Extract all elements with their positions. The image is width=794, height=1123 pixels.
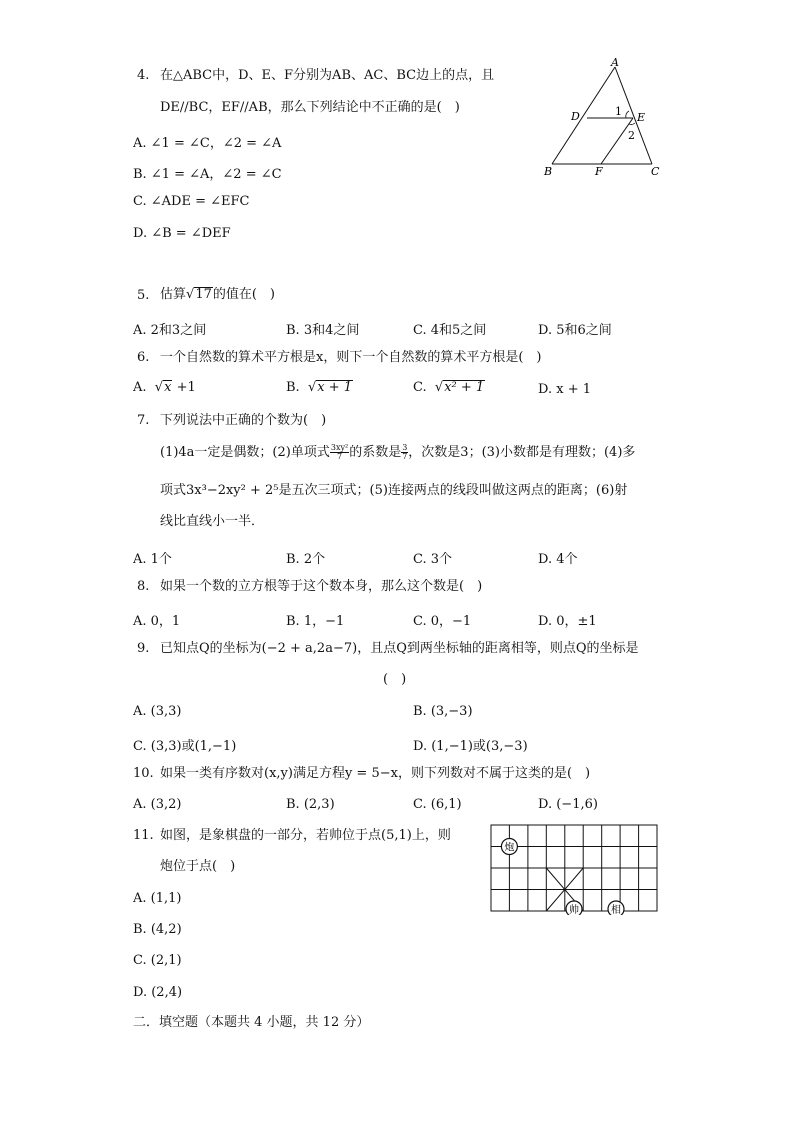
triangle-figure	[535, 55, 670, 185]
q11-stem-line2: 炮位于点( )	[160, 859, 236, 874]
angle-1-label: 1	[615, 105, 622, 118]
q6-option-a: A. √x +1	[133, 380, 196, 395]
q7-number: 7.	[137, 413, 150, 428]
q4-stem-line2: DE//BC，EF//AB，那么下列结论中不正确的是( )	[160, 100, 460, 115]
vertex-a-label: A	[611, 56, 619, 69]
vertex-f-label: F	[595, 165, 603, 178]
q11-option-b: B. (4,2)	[133, 922, 182, 937]
svg-text:炮: 炮	[504, 842, 515, 854]
q4-option-b: B. ∠1 = ∠A，∠2 = ∠C	[133, 167, 282, 182]
q11-stem-line1: 如图，是象棋盘的一部分，若帅位于点(5,1)上，则	[160, 828, 451, 843]
q4-option-a: A. ∠1 = ∠C，∠2 = ∠A	[133, 136, 282, 151]
q6-option-d: D. x + 1	[538, 382, 591, 397]
q10-stem: 如果一类有序数对(x,y)满足方程y = 5−x，则下列数对不属于这类的是( )	[160, 766, 591, 781]
chessboard-figure	[488, 823, 660, 915]
shuai-piece	[566, 901, 582, 915]
fraction-3xy2-over-7: $\frac{\text{3xy²}}{7}$	[330, 443, 349, 461]
q9-number: 9.	[137, 641, 150, 656]
q9-stem: 已知点Q的坐标为(−2 + a,2a−7)，且点Q到两坐标轴的距离相等，则点Q的坐标是	[160, 641, 639, 656]
q11-option-d: D. (2,4)	[133, 985, 183, 1000]
q4-number: 4.	[137, 68, 150, 83]
q10-option-c: C. (6,1)	[413, 797, 462, 812]
q9-option-d: D. (1,−1)或(3,−3)	[413, 739, 528, 754]
q4-stem-line1: 在△ABC中，D、E、F分别为AB、AC、BC边上的点，且	[160, 68, 495, 83]
q11-option-c: C. (2,1)	[133, 953, 182, 968]
q8-option-c: C. 0，−1	[413, 614, 472, 629]
q8-option-d: D. 0，±1	[538, 614, 597, 629]
vertex-c-label: C	[651, 165, 660, 178]
q7-statement-line2: 项式3x³−2xy² + 2⁵是五次三项式；(5)连接两点的线段叫做这两点的距离；(6)射	[160, 483, 628, 498]
q11-option-a: A. (1,1)	[133, 891, 182, 906]
q10-option-b: B. (2,3)	[286, 797, 335, 812]
q5-option-c: C. 4和5之间	[413, 323, 487, 338]
q6-number: 6.	[137, 350, 150, 365]
q6-option-c: C. √x² + 1	[413, 380, 485, 395]
q11-number: 11.	[133, 828, 154, 843]
q4-option-c: C. ∠ADE = ∠EFC	[133, 194, 250, 209]
q9-option-c: C. (3,3)或(1,−1)	[133, 739, 237, 754]
q6-stem: 一个自然数的算术平方根是x，则下一个自然数的算术平方根是( )	[160, 350, 542, 365]
q6-option-b: B. √x + 1	[286, 380, 353, 395]
q5-option-b: B. 3和4之间	[286, 323, 360, 338]
xiang-piece	[608, 901, 624, 915]
q10-option-a: A. (3,2)	[133, 797, 182, 812]
q7-option-b: B. 2个	[286, 552, 326, 567]
q5-option-d: D. 5和6之间	[538, 323, 612, 338]
q7-statement-line1: (1)4a一定是偶数；(2)单项式 $\frac{\text{3xy²}}{7}$ 的系数是 $\frac{3}{7}$ ，次数是3；(3)小数都是有理数；(4)多	[160, 443, 636, 461]
q10-number: 10.	[133, 766, 154, 781]
pao-piece	[501, 839, 517, 855]
q8-number: 8.	[137, 579, 150, 594]
q4-option-d: D. ∠B = ∠DEF	[133, 226, 231, 241]
svg-text:帅: 帅	[569, 905, 579, 915]
vertex-b-label: B	[544, 165, 553, 178]
q8-stem: 如果一个数的立方根等于这个数本身，那么这个数是( )	[160, 579, 483, 594]
q7-option-a: A. 1个	[133, 552, 172, 567]
q9-answer-paren: ( )	[383, 672, 407, 687]
sqrt-17: √17	[186, 287, 212, 302]
svg-text:相: 相	[611, 905, 621, 915]
angle-2-label: 2	[628, 129, 635, 142]
q8-option-b: B. 1，−1	[286, 614, 345, 629]
q9-option-b: B. (3,−3)	[413, 704, 473, 719]
q8-option-a: A. 0，1	[133, 614, 181, 629]
q5-option-a: A. 2和3之间	[133, 323, 207, 338]
q7-option-c: C. 3个	[413, 552, 453, 567]
q7-statement-line3: 线比直线小一半．	[160, 514, 265, 529]
q5-stem-pre: 估算	[160, 287, 187, 302]
fraction-3-over-7: $\frac{3}{7}$	[402, 443, 408, 461]
vertex-e-label: E	[637, 111, 646, 124]
section-2-heading: 二．填空题（本题共 4 小题，共 12 分）	[133, 1015, 370, 1030]
q7-stem: 下列说法中正确的个数为( )	[160, 413, 327, 428]
q5-stem-post: 的值在( )	[212, 287, 276, 302]
q5-number: 5.	[137, 288, 150, 303]
vertex-d-label: D	[571, 110, 580, 123]
q10-option-d: D. (−1,6)	[538, 797, 598, 812]
q7-option-d: D. 4个	[538, 552, 578, 567]
q9-option-a: A. (3,3)	[133, 704, 182, 719]
q5-stem	[160, 287, 275, 302]
